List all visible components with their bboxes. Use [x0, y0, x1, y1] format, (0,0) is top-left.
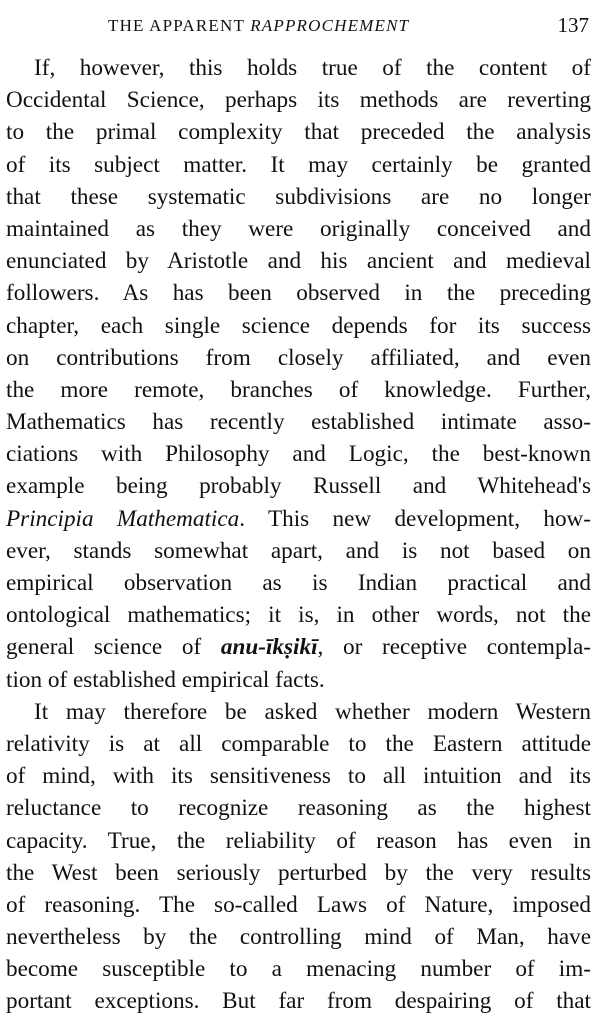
text-segment: become susceptible to a menacing number of im- — [6, 956, 591, 983]
text-segment: general science of — [6, 634, 221, 661]
running-title-prefix: THE APPARENT — [108, 16, 251, 35]
text-line — [6, 857, 591, 889]
text-line — [6, 181, 591, 213]
text-line — [6, 342, 591, 374]
text-segment: followers. As has been observed in the preceding — [6, 280, 591, 307]
text-line — [6, 728, 591, 760]
text-segment: that these systematic subdivisions are no longer — [6, 183, 591, 210]
text-line — [6, 470, 591, 502]
text-line — [6, 149, 591, 181]
text-line — [6, 599, 591, 631]
text-segment: relativity is at all comparable to the Eastern attitude — [6, 730, 591, 757]
text-segment: example being probably Russell and Whitehead's — [6, 473, 591, 500]
text-segment: Mathematics has recently established intimate asso- — [6, 409, 591, 436]
text-segment: chapter, each single science depends for its success — [6, 312, 591, 339]
text-segment: nevertheless by the controlling mind of Man, have — [6, 924, 591, 951]
paragraph — [6, 52, 591, 696]
text-segment: maintained as they were originally conceived and — [6, 215, 591, 242]
text-line — [6, 792, 591, 824]
text-segment: . This new development, how- — [239, 505, 592, 532]
text-line — [6, 535, 591, 567]
emphasized-text: Principia Mathematica — [6, 505, 240, 532]
text-line — [6, 310, 591, 342]
text-segment: empirical observation as is Indian practical and — [6, 570, 591, 596]
text-line — [6, 953, 591, 985]
text-line — [6, 503, 591, 535]
text-segment: of reasoning. The so-called Laws of Nature, imposed — [6, 891, 591, 918]
text-line — [6, 567, 591, 599]
text-segment: portant exceptions. But far from despairing of that — [6, 988, 591, 1015]
running-title — [108, 16, 409, 36]
page-number: 137 — [557, 13, 589, 37]
text-line — [6, 406, 591, 438]
text-segment: ciations with Philosophy and Logic, the best-known — [6, 441, 591, 468]
text-segment: the West been seriously perturbed by the very results — [6, 859, 591, 886]
text-segment: of its subject matter. It may certainly be granted — [6, 151, 591, 178]
text-line — [6, 985, 591, 1017]
text-segment: Occidental Science, perhaps its methods are reverting — [6, 87, 591, 114]
text-segment: enunciated by Aristotle and his ancient and medieval — [6, 248, 591, 275]
text-line — [6, 374, 591, 406]
text-line — [6, 921, 591, 953]
book-page — [6, 0, 591, 1018]
text-line — [6, 52, 591, 84]
text-segment: tion of established empirical facts. — [6, 666, 325, 693]
running-header — [6, 0, 591, 52]
text-segment: ontological mathematics; it is, in other words, not the — [6, 602, 591, 629]
text-segment: ever, stands somewhat apart, and is not based on — [6, 537, 591, 564]
text-line — [6, 438, 591, 470]
text-segment: the more remote, branches of knowledge. Further, — [6, 376, 591, 403]
text-segment: It may therefore be asked whether modern Western — [34, 698, 591, 725]
text-line — [6, 277, 591, 309]
text-line — [6, 213, 591, 245]
text-segment: If, however, this holds true of the content of — [34, 55, 591, 81]
text-segment: , or receptive contempla- — [317, 634, 591, 661]
text-segment: of mind, with its sensitiveness to all intuition and its — [6, 763, 591, 790]
text-line — [6, 760, 591, 792]
text-line — [6, 825, 591, 857]
text-line — [6, 664, 591, 696]
text-line — [6, 631, 591, 663]
paragraph — [6, 696, 591, 1018]
text-line — [6, 116, 591, 148]
emphasized-text: anu-īkṣikī — [220, 634, 318, 661]
text-line — [6, 889, 591, 921]
text-line — [6, 84, 591, 116]
text-segment: on contributions from closely affiliated, and even — [6, 344, 591, 371]
text-segment: capacity. True, the reliability of reason has even in — [6, 827, 591, 854]
running-title-italic: RAPPROCHEMENT — [250, 16, 410, 35]
text-line — [6, 696, 591, 728]
text-line — [6, 245, 591, 277]
text-segment: to the primal complexity that preceded the analysis — [6, 119, 591, 146]
body-text — [6, 52, 591, 1018]
text-segment: reluctance to recognize reasoning as the highest — [6, 795, 591, 822]
